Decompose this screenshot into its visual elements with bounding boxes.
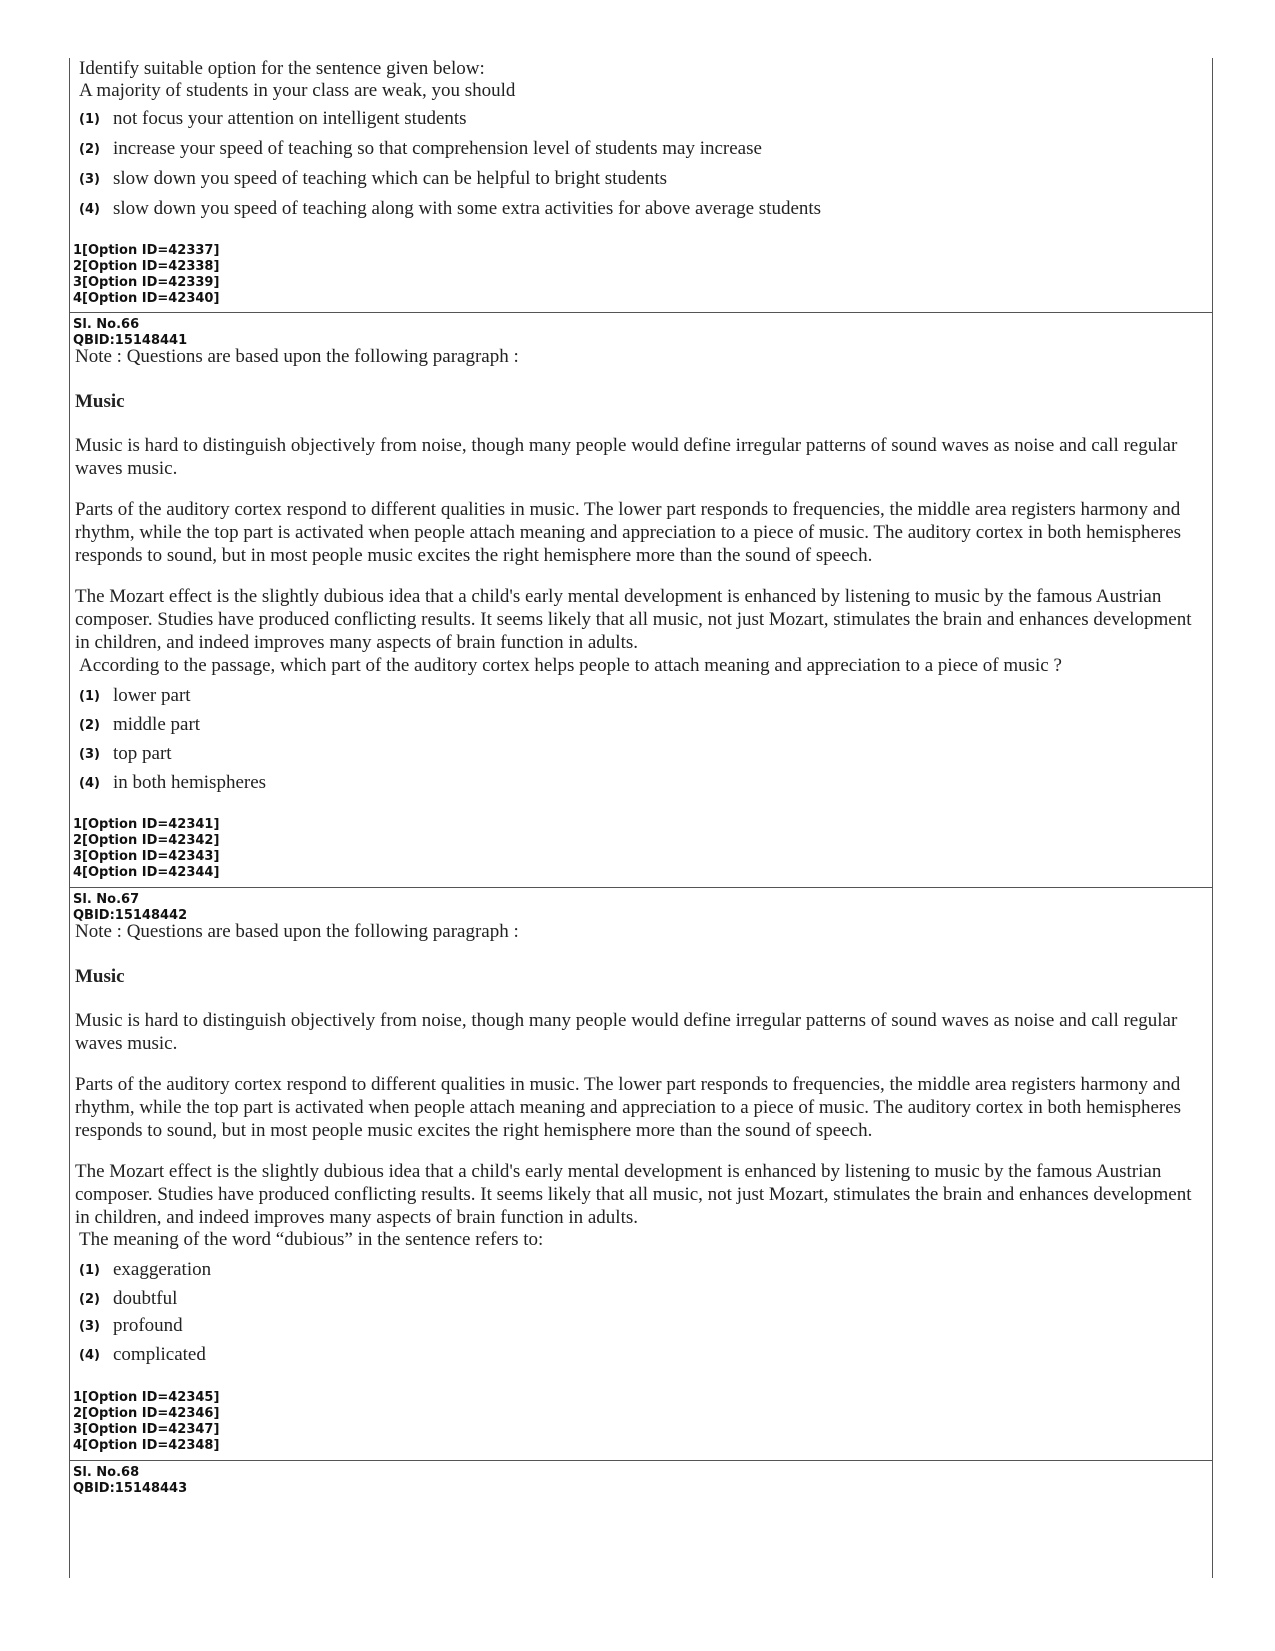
passage-paragraph: Music is hard to distinguish objectively from noise, though many people would define irregular patterns of sound waves as noise and call regular waves music. [75, 435, 1178, 479]
passage-paragraph: Parts of the auditory cortex respond to different qualities in music. The lower part responds to frequencies, the middle area registers harmony and rhythm, while the top part is activated when people attach meaning and appreciation to a piece of music. The auditory cortex in both hemispheres responds to sound, but in most people music excites the right hemisphere more than the sound of speech. [75, 499, 1182, 566]
question-66 [70, 317, 1212, 887]
option-id: 1[Option ID=42341] [73, 817, 220, 832]
option-text: top part [113, 743, 172, 764]
question-prompt: The meaning of the word “dubious” in the sentence refers to: [79, 1229, 544, 1250]
option-4 [79, 198, 821, 222]
passage-paragraph: Music is hard to distinguish objectively from noise, though many people would define irregular patterns of sound waves as noise and call regular waves music. [75, 1010, 1178, 1054]
passage-note: Note : Questions are based upon the following paragraph : [75, 921, 519, 942]
option-1 [79, 685, 191, 709]
option-text: not focus your attention on intelligent students [113, 108, 467, 129]
option-number: (1) [79, 688, 100, 704]
option-number: (1) [79, 111, 100, 127]
question-paper-frame [69, 58, 1213, 1578]
option-number: (4) [79, 201, 100, 217]
option-number: (2) [79, 141, 100, 157]
option-id: 2[Option ID=42342] [73, 833, 220, 848]
option-id: 3[Option ID=42343] [73, 849, 220, 864]
passage-paragraph: The Mozart effect is the slightly dubious idea that a child's early mental development is enhanced by listening to music by the famous Austrian composer. Studies have produced conflicting results. It seems likely that all music, not just Mozart, stimulates the brain and enhances development in children, and indeed improves many aspects of brain function in adults. [75, 1161, 1192, 1228]
option-number: (3) [79, 171, 100, 187]
passage-note: Note : Questions are based upon the following paragraph : [75, 346, 519, 367]
option-text: slow down you speed of teaching along with some extra activities for above average students [113, 198, 822, 219]
question-prompt: A majority of students in your class are weak, you should [79, 80, 516, 101]
divider [70, 887, 1212, 888]
option-text: exaggeration [113, 1259, 212, 1280]
option-2 [79, 714, 200, 738]
option-text: in both hemispheres [113, 772, 267, 793]
option-1 [79, 1259, 211, 1283]
question-68 [70, 1465, 1212, 1505]
option-number: (3) [79, 746, 100, 762]
option-id: 1[Option ID=42337] [73, 243, 220, 258]
option-text: lower part [113, 685, 191, 706]
question-prompt: Identify suitable option for the sentence given below: [79, 58, 485, 79]
option-text: middle part [113, 714, 201, 735]
divider [70, 312, 1212, 313]
option-id: 2[Option ID=42346] [73, 1406, 220, 1421]
option-number: (1) [79, 1262, 100, 1278]
passage-paragraph: Parts of the auditory cortex respond to different qualities in music. The lower part responds to frequencies, the middle area registers harmony and rhythm, while the top part is activated when people attach meaning and appreciation to a piece of music. The auditory cortex in both hemispheres responds to sound, but in most people music excites the right hemisphere more than the sound of speech. [75, 1074, 1182, 1141]
option-2 [79, 1288, 177, 1312]
option-number: (3) [79, 1318, 100, 1334]
option-number: (2) [79, 1291, 100, 1307]
qbid: QBID:15148443 [73, 1481, 188, 1496]
option-id: 3[Option ID=42339] [73, 275, 220, 290]
option-number: (4) [79, 1347, 100, 1363]
question-65 [70, 58, 1212, 312]
divider [70, 1460, 1212, 1461]
option-text: doubtful [113, 1288, 178, 1309]
option-text: complicated [113, 1344, 206, 1365]
option-1 [79, 108, 467, 132]
option-text: profound [113, 1315, 183, 1336]
option-id: 3[Option ID=42347] [73, 1422, 220, 1437]
option-4 [79, 772, 266, 796]
qbid: QBID:15148442 [73, 908, 188, 923]
serial-number: Sl. No.67 [73, 892, 140, 907]
serial-number: Sl. No.68 [73, 1465, 140, 1480]
option-number: (2) [79, 717, 100, 733]
option-id: 4[Option ID=42348] [73, 1438, 220, 1453]
option-3 [79, 743, 172, 767]
option-id: 4[Option ID=42340] [73, 291, 220, 306]
serial-number: Sl. No.66 [73, 317, 140, 332]
option-id: 1[Option ID=42345] [73, 1390, 220, 1405]
option-id: 4[Option ID=42344] [73, 865, 220, 880]
option-id: 2[Option ID=42338] [73, 259, 220, 274]
qbid: QBID:15148441 [73, 333, 188, 348]
question-prompt: According to the passage, which part of the auditory cortex helps people to attach meaning and appreciation to a piece of music ? [79, 655, 1062, 676]
passage-heading: Music [75, 391, 125, 412]
option-3 [79, 1315, 183, 1339]
option-number: (4) [79, 775, 100, 791]
passage-paragraph: The Mozart effect is the slightly dubious idea that a child's early mental development is enhanced by listening to music by the famous Austrian composer. Studies have produced conflicting results. It seems likely that all music, not just Mozart, stimulates the brain and enhances development in children, and indeed improves many aspects of brain function in adults. [75, 586, 1192, 653]
question-67 [70, 892, 1212, 1460]
option-4 [79, 1344, 206, 1368]
option-3 [79, 168, 667, 192]
option-text: increase your speed of teaching so that comprehension level of students may increase [113, 138, 762, 159]
option-text: slow down you speed of teaching which can be helpful to bright students [113, 168, 668, 189]
option-2 [79, 138, 762, 162]
passage-heading: Music [75, 966, 125, 987]
